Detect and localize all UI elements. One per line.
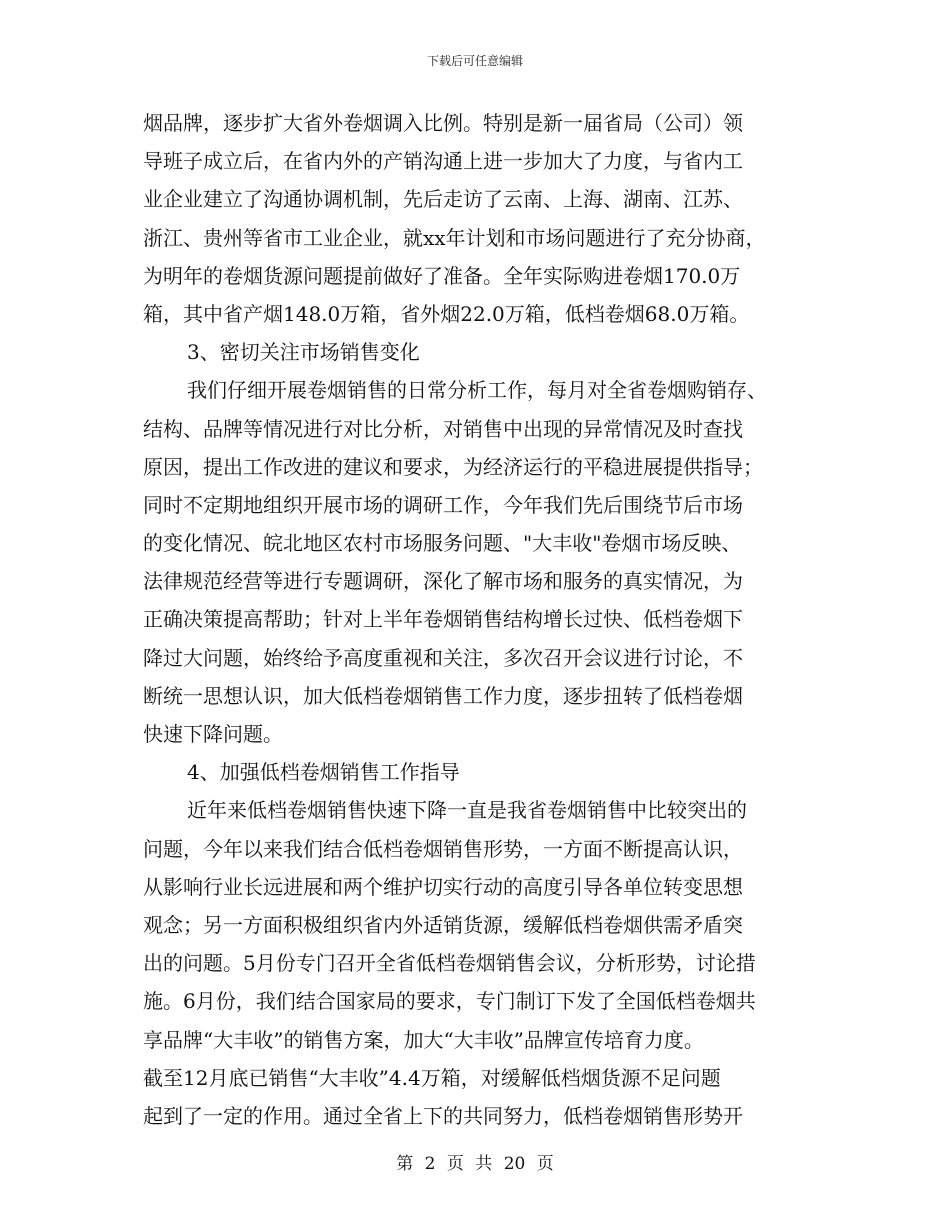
text-line: 业企业建立了沟通协调机制，先后走访了云南、上海、湖南、江苏、 bbox=[143, 187, 743, 212]
paragraph-first-line: 近年来低档卷烟销售快速下降一直是我省卷烟销售中比较突出的 bbox=[187, 798, 747, 823]
text-line: 从影响行业长远进展和两个维护切实行动的高度引导各单位转变思想 bbox=[143, 874, 743, 899]
text-line: 箱，其中省产烟148.0万箱，省外烟22.0万箱，低档卷烟68.0万箱。 bbox=[143, 301, 750, 326]
paragraph-first-line: 我们仔细开展卷烟销售的日常分析工作，每月对全省卷烟购销存、 bbox=[187, 378, 767, 403]
text-line: 为明年的卷烟货源问题提前做好了准备。全年实际购进卷烟170.0万 bbox=[143, 263, 741, 288]
text-line: 导班子成立后，在省内外的产销沟通上进一步加大了力度，与省内工 bbox=[143, 149, 743, 174]
text-line: 结构、品牌等情况进行对比分析，对销售中出现的异常情况及时查找 bbox=[143, 416, 743, 441]
text-line: 浙江、贵州等省市工业企业，就xx年计划和市场问题进行了充分协商， bbox=[143, 225, 766, 250]
text-line: 享品牌“大丰收”的销售方案，加大“大丰收”品牌宣传培育力度。 bbox=[143, 1027, 704, 1052]
text-line: 法律规范经营等进行专题调研，深化了解市场和服务的真实情况，为 bbox=[143, 569, 743, 594]
text-line: 观念；另一方面积极组织省内外适销货源，缓解低档卷烟供需矛盾突 bbox=[143, 912, 743, 937]
document-body bbox=[143, 104, 811, 1135]
text-line: 出的问题。5月份专门召开全省低档卷烟销售会议，分析形势，讨论措 bbox=[143, 951, 756, 976]
text-line: 问题，今年以来我们结合低档卷烟销售形势，一方面不断提高认识， bbox=[143, 836, 743, 861]
text-line: 断统一思想认识，加大低档卷烟销售工作力度，逐步扭转了低档卷烟 bbox=[143, 683, 743, 708]
text-line: 烟品牌，逐步扩大省外卷烟调入比例。特别是新一届省局（公司）领 bbox=[143, 111, 743, 135]
page-footer: 第 2 页 共 20 页 bbox=[396, 1154, 554, 1174]
text-line: 起到了一定的作用。通过全省上下的共同努力，低档卷烟销售形势开 bbox=[143, 1103, 743, 1128]
text-line: 快速下降问题。 bbox=[143, 722, 283, 746]
text-line: 的变化情况、皖北地区农村市场服务问题、"大丰收"卷烟市场反映、 bbox=[143, 531, 742, 556]
text-line: 降过大问题，始终给予高度重视和关注，多次召开会议进行讨论，不 bbox=[143, 645, 743, 670]
text-line: 原因，提出工作改进的建议和要求，为经济运行的平稳进展提供指导； bbox=[143, 454, 763, 479]
section-heading: 4、加强低档卷烟销售工作指导 bbox=[187, 760, 460, 785]
text-line: 正确决策提高帮助；针对上半年卷烟销售结构增长过快、低档卷烟下 bbox=[143, 607, 743, 632]
text-line: 同时不定期地组织开展市场的调研工作，今年我们先后围绕节后市场 bbox=[143, 492, 743, 517]
section-heading: 3、密切关注市场销售变化 bbox=[187, 340, 420, 365]
page-header: 下载后可任意编辑 bbox=[426, 54, 523, 68]
text-line: 截至12月底已销售“大丰收”4.4万箱，对缓解低档烟货源不足问题 bbox=[143, 1065, 721, 1090]
text-line: 施。6月份，我们结合国家局的要求，专门制订下发了全国低档卷烟共 bbox=[143, 989, 756, 1014]
